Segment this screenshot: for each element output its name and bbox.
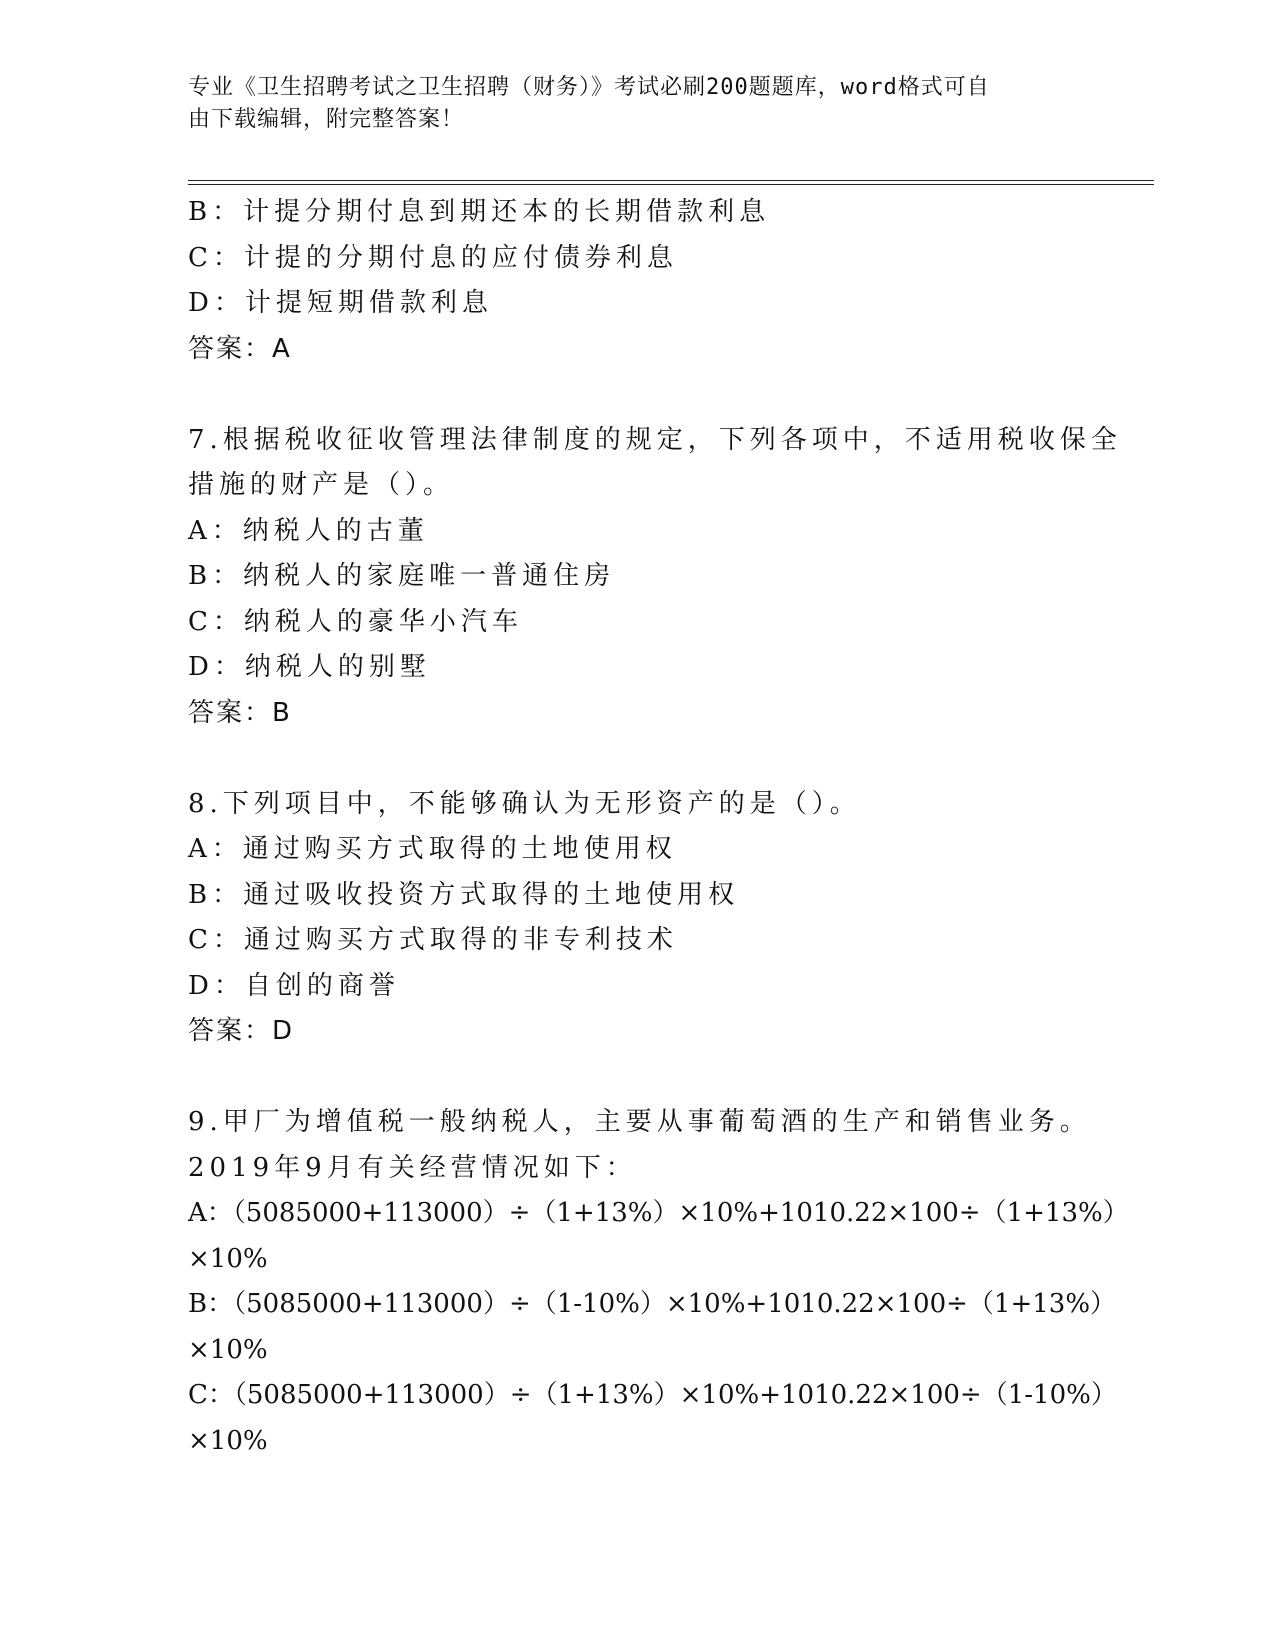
option-b: B：（5085000+113000）÷（1-10%）×10%+1010.22×100÷（1+13%） bbox=[188, 1289, 1117, 1319]
option-a: A：通过购买方式取得的土地使用权 bbox=[188, 834, 677, 864]
question-stem-cont: 措施的财产是（）。 bbox=[188, 470, 455, 500]
question-7 bbox=[188, 418, 1122, 737]
question-stem: 9.甲厂为增值税一般纳税人，主要从事葡萄酒的生产和销售业务。 bbox=[188, 1107, 1091, 1137]
question-6-tail bbox=[188, 190, 1068, 372]
header-divider bbox=[188, 180, 1154, 185]
option-d: D：自创的商誉 bbox=[188, 970, 400, 1001]
option-a: A：（5085000+113000）÷（1+13%）×10%+1010.22×100÷（1+13%） bbox=[188, 1198, 1129, 1228]
spacer bbox=[188, 1055, 1068, 1101]
question-stem: 8.下列项目中，不能够确认为无形资产的是（）。 bbox=[188, 788, 861, 819]
question-8 bbox=[188, 782, 1068, 1055]
spacer bbox=[188, 372, 1068, 418]
option-b-cont: ×10% bbox=[188, 1334, 268, 1365]
option-b: B：纳税人的家庭唯一普通住房 bbox=[188, 561, 616, 591]
option-c: C：通过购买方式取得的非专利技术 bbox=[188, 925, 678, 955]
option-c: C：纳税人的豪华小汽车 bbox=[188, 606, 523, 637]
option-d: D：计提短期借款利息 bbox=[188, 288, 493, 318]
question-list bbox=[188, 190, 1129, 1464]
header-line-2: 由下载编辑，附完整答案！ bbox=[188, 107, 465, 132]
answer-label: 答案：A bbox=[188, 333, 292, 364]
spacer bbox=[188, 736, 1068, 782]
option-c: C：（5085000+113000）÷（1+13%）×10%+1010.22×100÷（1-10%） bbox=[188, 1380, 1117, 1410]
option-a-cont: ×10% bbox=[188, 1243, 268, 1274]
question-stem-cont: 2019年9月有关经营情况如下： bbox=[188, 1152, 637, 1183]
option-c: C：计提的分期付息的应付债券利息 bbox=[188, 242, 678, 273]
option-c-cont: ×10% bbox=[188, 1425, 268, 1456]
header-line-1: 专业《卫生招聘考试之卫生招聘（财务）》考试必刷200题题库，word格式可自 bbox=[188, 75, 990, 100]
answer-label: 答案：B bbox=[188, 697, 292, 728]
option-b: B：通过吸收投资方式取得的土地使用权 bbox=[188, 879, 740, 910]
option-d: D：纳税人的别墅 bbox=[188, 652, 431, 682]
answer-label: 答案：D bbox=[188, 1016, 295, 1046]
document-header bbox=[188, 72, 1068, 136]
question-9 bbox=[188, 1100, 1129, 1464]
option-b: B：计提分期付息到期还本的长期借款利息 bbox=[188, 197, 771, 227]
option-a: A：纳税人的古董 bbox=[188, 515, 429, 546]
question-stem: 7.根据税收征收管理法律制度的规定，下列各项中，不适用税收保全 bbox=[188, 424, 1122, 455]
